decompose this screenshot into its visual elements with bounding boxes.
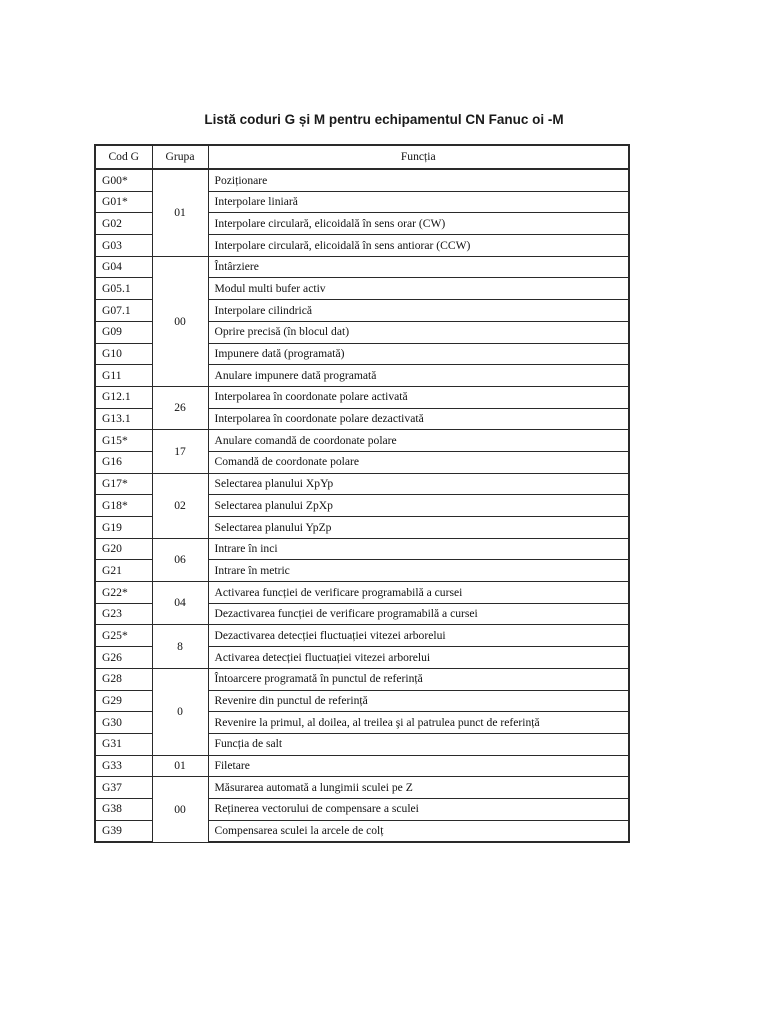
cell-g-code: G37 (95, 777, 152, 799)
cell-function: Funcția de salt (208, 733, 629, 755)
cell-g-code: G10 (95, 343, 152, 365)
cell-function: Selectarea planului YpZp (208, 517, 629, 539)
cell-g-code: G22* (95, 582, 152, 604)
table-row (95, 582, 629, 604)
cell-group: 17 (152, 430, 208, 473)
cell-group: 26 (152, 386, 208, 429)
table-row (95, 668, 629, 690)
cell-function: Activarea detecției fluctuației vitezei arborelui (208, 647, 629, 669)
cell-g-code: G30 (95, 712, 152, 734)
cell-group: 0 (152, 668, 208, 755)
cell-function: Revenire din punctul de referință (208, 690, 629, 712)
cell-g-code: G38 (95, 798, 152, 820)
header-grupa: Grupa (152, 145, 208, 169)
cell-function: Filetare (208, 755, 629, 777)
table-row (95, 755, 629, 777)
cell-g-code: G17* (95, 473, 152, 495)
cell-g-code: G26 (95, 647, 152, 669)
table-row (95, 473, 629, 495)
cell-function: Interpolare cilindrică (208, 300, 629, 322)
cell-group: 00 (152, 256, 208, 386)
cell-function: Dezactivarea funcției de verificare programabilă a cursei (208, 603, 629, 625)
cell-g-code: G16 (95, 451, 152, 473)
cell-g-code: G05.1 (95, 278, 152, 300)
cell-g-code: G00* (95, 169, 152, 191)
cell-function: Interpolarea în coordonate polare dezactivată (208, 408, 629, 430)
cell-g-code: G19 (95, 517, 152, 539)
table-row (95, 169, 629, 191)
cell-group: 06 (152, 538, 208, 581)
cell-function: Măsurarea automată a lungimii sculei pe Z (208, 777, 629, 799)
header-cod-g: Cod G (95, 145, 152, 169)
cell-group: 04 (152, 582, 208, 625)
table-row (95, 625, 629, 647)
cell-g-code: G39 (95, 820, 152, 842)
cell-g-code: G04 (95, 256, 152, 278)
cell-function: Întoarcere programată în punctul de referință (208, 668, 629, 690)
cell-function: Selectarea planului XpYp (208, 473, 629, 495)
cell-g-code: G11 (95, 365, 152, 387)
cell-function: Dezactivarea detecției fluctuației vitezei arborelui (208, 625, 629, 647)
cell-group: 02 (152, 473, 208, 538)
cell-g-code: G18* (95, 495, 152, 517)
cell-function: Interpolare circulară, elicoidală în sens orar (CW) (208, 213, 629, 235)
cell-function: Revenire la primul, al doilea, al treilea şi al patrulea punct de referință (208, 712, 629, 734)
cell-function: Activarea funcției de verificare programabilă a cursei (208, 582, 629, 604)
cell-g-code: G20 (95, 538, 152, 560)
cell-g-code: G02 (95, 213, 152, 235)
cell-function: Interpolarea în coordonate polare activată (208, 386, 629, 408)
table-header-row (95, 145, 629, 169)
cell-g-code: G23 (95, 603, 152, 625)
cell-g-code: G31 (95, 733, 152, 755)
cell-function: Reținerea vectorului de compensare a sculei (208, 798, 629, 820)
table-row (95, 386, 629, 408)
cell-function: Anulare impunere dată programată (208, 365, 629, 387)
cell-g-code: G03 (95, 235, 152, 257)
cell-function: Impunere dată (programată) (208, 343, 629, 365)
table-row (95, 256, 629, 278)
cell-function: Anulare comandă de coordonate polare (208, 430, 629, 452)
cell-group: 01 (152, 169, 208, 256)
table-row (95, 538, 629, 560)
cell-g-code: G25* (95, 625, 152, 647)
cell-g-code: G28 (95, 668, 152, 690)
cell-g-code: G01* (95, 191, 152, 213)
cell-function: Intrare în metric (208, 560, 629, 582)
table-row (95, 430, 629, 452)
cell-function: Interpolare liniară (208, 191, 629, 213)
cell-g-code: G07.1 (95, 300, 152, 322)
cell-g-code: G15* (95, 430, 152, 452)
cell-group: 8 (152, 625, 208, 668)
table-body (95, 169, 629, 842)
cell-g-code: G29 (95, 690, 152, 712)
cell-function: Întârziere (208, 256, 629, 278)
cell-g-code: G12.1 (95, 386, 152, 408)
cell-g-code: G09 (95, 321, 152, 343)
cell-group: 00 (152, 777, 208, 843)
cell-g-code: G13.1 (95, 408, 152, 430)
cell-function: Intrare în inci (208, 538, 629, 560)
cell-function: Compensarea sculei la arcele de colț (208, 820, 629, 842)
cell-group: 01 (152, 755, 208, 777)
g-codes-table (94, 144, 630, 843)
cell-g-code: G33 (95, 755, 152, 777)
cell-function: Poziționare (208, 169, 629, 191)
cell-function: Modul multi bufer activ (208, 278, 629, 300)
cell-function: Comandă de coordonate polare (208, 451, 629, 473)
document-title: Listă coduri G și M pentru echipamentul CN Fanuc oi -M (204, 112, 564, 127)
cell-function: Interpolare circulară, elicoidală în sens antiorar (CCW) (208, 235, 629, 257)
cell-function: Oprire precisă (în blocul dat) (208, 321, 629, 343)
header-functia: Funcția (208, 145, 629, 169)
table-row (95, 777, 629, 799)
cell-function: Selectarea planului ZpXp (208, 495, 629, 517)
cell-g-code: G21 (95, 560, 152, 582)
